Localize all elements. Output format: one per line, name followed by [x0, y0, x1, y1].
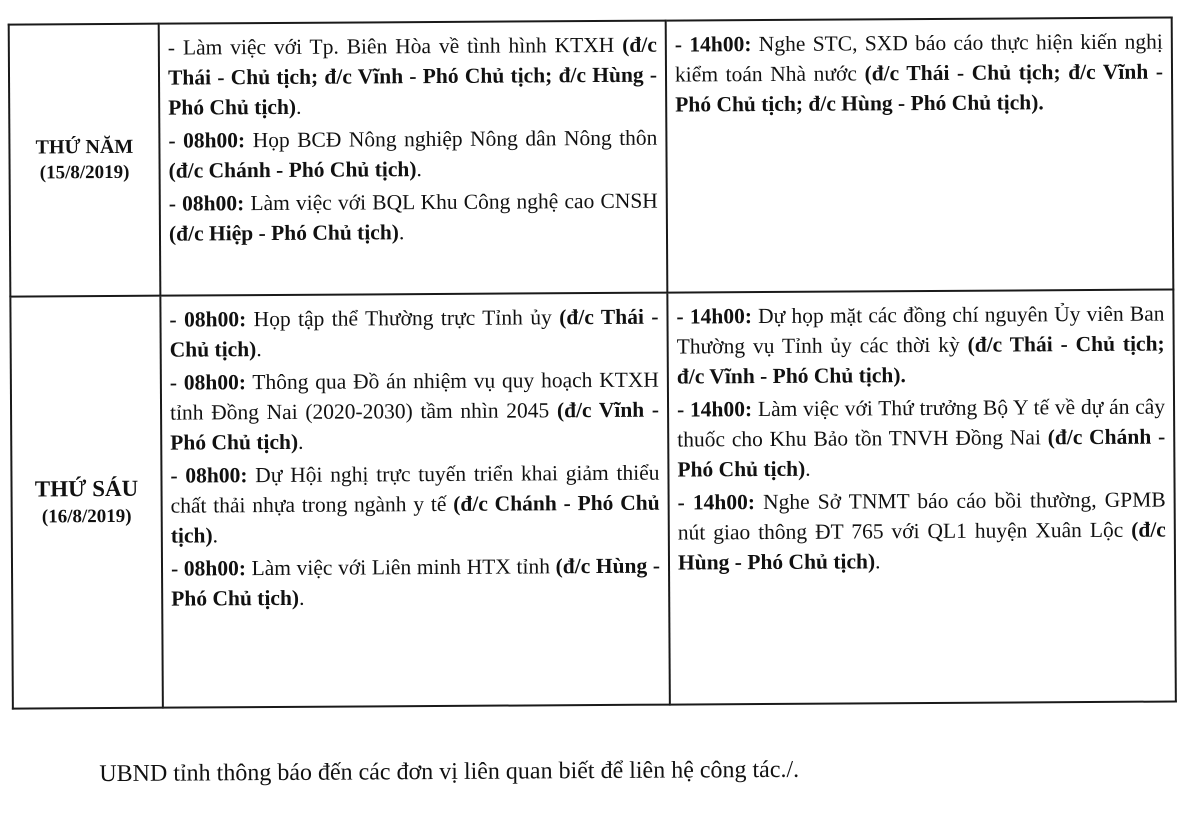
- entry-officials: (đ/c Hùng - Phó Chủ tịch): [171, 554, 660, 611]
- entry-officials: (đ/c Thái - Chủ tịch): [170, 305, 659, 362]
- entry-time: - 14h00:: [676, 304, 752, 328]
- day-date: (15/8/2019): [13, 160, 157, 187]
- schedule-entry: [169, 186, 658, 249]
- entry-text: Dự Hội nghị trực tuyến triển khai giảm thiểu chất thải nhựa trong ngành y tế: [171, 461, 660, 518]
- entry-officials: (đ/c Chánh - Phó Chủ tịch): [677, 425, 1165, 482]
- day-cell: [9, 24, 161, 297]
- entry-tail: .: [416, 157, 422, 181]
- schedule-entry: [168, 30, 658, 123]
- entry-text: Làm việc với Thứ trưởng Bộ Y tế về dự án cây thuốc cho Khu Bảo tồn TNVH Đồng Nai: [677, 395, 1165, 452]
- entry-time: - 08h00:: [170, 370, 246, 394]
- entry-text: Dự họp mặt các đồng chí nguyên Ủy viên Ban Thường vụ Tỉnh ủy các thời kỳ: [677, 302, 1165, 359]
- entry-text: Làm việc với BQL Khu Công nghệ cao CNSH: [244, 189, 658, 216]
- entry-text: Họp tập thể Thường trực Tỉnh ủy: [246, 305, 559, 331]
- day-date: (16/8/2019): [15, 504, 159, 531]
- closing-notice: UBND tỉnh thông báo đến các đơn vị liên quan biết để liên hệ công tác./.: [99, 754, 799, 790]
- day-name: THỨ NĂM: [12, 134, 156, 161]
- entry-officials: (đ/c Thái - Chủ tịch; đ/c Vĩnh - Phó Chủ tịch).: [677, 332, 1165, 389]
- entry-time: - 14h00:: [675, 32, 752, 56]
- entry-tail: .: [875, 549, 881, 573]
- schedule-entry: [675, 27, 1164, 120]
- schedule-table: [8, 16, 1177, 709]
- entry-officials: (đ/c Vĩnh - Phó Chủ tịch): [170, 398, 659, 455]
- schedule-entry: [168, 123, 657, 186]
- entry-text: Làm việc với Liên minh HTX tỉnh: [246, 554, 556, 580]
- entry-text: Nghe Sở TNMT báo cáo bồi thường, GPMB nút giao thông ĐT 765 với QL1 huyện Xuân Lộc: [678, 488, 1166, 545]
- entry-time: - 14h00:: [677, 397, 752, 421]
- afternoon-cell: [667, 289, 1176, 704]
- day-name: THỨ SÁU: [14, 474, 158, 505]
- schedule-entry: [170, 458, 660, 551]
- schedule-entry: [171, 551, 660, 614]
- entry-text: Nghe STC, SXD báo cáo thực hiện kiến nghị kiểm toán Nhà nước: [675, 30, 1163, 87]
- schedule-row-friday: [10, 289, 1175, 708]
- entry-tail: .: [399, 220, 405, 244]
- entry-time: - 08h00:: [168, 128, 245, 152]
- entry-time: - 14h00:: [678, 490, 756, 514]
- entry-tail: .: [298, 430, 304, 454]
- schedule-row-thursday: [9, 18, 1174, 297]
- entry-text: - Làm việc với Tp. Biên Hòa về tình hình KTXH: [168, 33, 622, 60]
- morning-cell: [160, 293, 670, 708]
- entry-officials: (đ/c Chánh - Phó Chủ tịch): [171, 491, 660, 548]
- entry-tail: .: [805, 457, 811, 481]
- entry-tail: .: [296, 95, 302, 119]
- entry-officials: (đ/c Thái - Chủ tịch; đ/c Vĩnh - Phó Chủ tịch; đ/c Hùng - Phó Chủ tịch).: [675, 60, 1163, 117]
- schedule-entry: [676, 299, 1165, 392]
- entry-tail: .: [299, 586, 305, 610]
- entry-text: Họp BCĐ Nông nghiệp Nông dân Nông thôn: [245, 126, 657, 153]
- entry-time: - 08h00:: [170, 463, 247, 487]
- entry-time: - 08h00:: [171, 556, 246, 580]
- morning-cell: [159, 21, 668, 296]
- entry-time: - 08h00:: [169, 307, 246, 331]
- entry-officials: (đ/c Thái - Chủ tịch; đ/c Vĩnh - Phó Chủ tịch; đ/c Hùng - Phó Chủ tịch): [168, 33, 657, 120]
- schedule-entry: [169, 302, 658, 365]
- entry-text: Thông qua Đồ án nhiệm vụ quy hoạch KTXH tỉnh Đồng Nai (2020-2030) tầm nhìn 2045: [170, 368, 659, 425]
- entry-tail: .: [213, 523, 219, 547]
- entry-tail: .: [256, 337, 262, 361]
- schedule-entry: [678, 485, 1167, 578]
- schedule-entry: [677, 392, 1166, 485]
- afternoon-cell: [666, 18, 1174, 293]
- entry-time: - 08h00:: [169, 191, 245, 215]
- day-cell: [10, 296, 163, 709]
- entry-officials: (đ/c Chánh - Phó Chủ tịch): [169, 157, 417, 183]
- entry-officials: (đ/c Hiệp - Phó Chủ tịch): [169, 220, 399, 245]
- schedule-entry: [170, 365, 660, 458]
- entry-officials: (đ/c Hùng - Phó Chủ tịch): [678, 518, 1166, 575]
